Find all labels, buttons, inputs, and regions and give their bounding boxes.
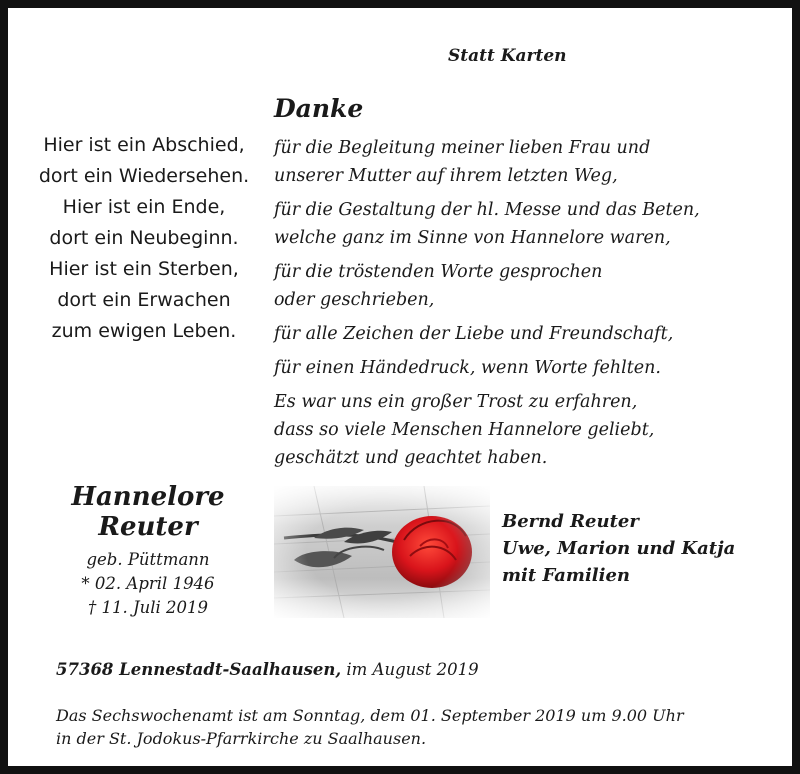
date: im August 2019 — [346, 660, 479, 679]
notice-line: Das Sechswochenamt ist am Sonntag, dem 01. September 2019 um 9.00 Uhr — [56, 706, 684, 725]
place: 57368 Lennestadt-Saalhausen, — [56, 660, 342, 679]
poem-line: dort ein Erwachen — [57, 289, 231, 311]
deceased-block — [48, 482, 248, 620]
thanks-text — [274, 134, 754, 478]
maiden-name: geb. Püttmann — [86, 550, 210, 569]
thanks-line: Es war uns ein großer Trost zu erfahren, — [274, 392, 638, 412]
poem-line: Hier ist ein Sterben, — [49, 258, 239, 280]
card-heading: Statt Karten — [448, 46, 567, 66]
location-line — [56, 660, 479, 679]
thanks-line: für die Begleitung meiner lieben Frau und — [274, 138, 651, 158]
thanks-line: oder geschrieben, — [274, 290, 435, 310]
deceased-last-name: Reuter — [98, 512, 198, 542]
signer-name: mit Familien — [502, 565, 631, 586]
thanks-line: geschätzt und geachtet haben. — [274, 448, 548, 468]
thanks-paragraph — [274, 354, 754, 382]
poem-line: zum ewigen Leben. — [51, 320, 237, 342]
thanks-paragraph — [274, 258, 754, 314]
thanks-paragraph — [274, 196, 754, 252]
thanks-heading: Danke — [274, 94, 364, 123]
thanks-paragraph — [274, 388, 754, 472]
mass-notice — [56, 704, 684, 750]
thanks-paragraph — [274, 320, 754, 348]
thanks-line: für einen Händedruck, wenn Worte fehlten. — [274, 358, 661, 378]
notice-line: in der St. Jodokus-Pfarrkirche zu Saalhausen. — [56, 729, 427, 748]
rose-on-wood-image — [274, 486, 490, 618]
signer-name: Bernd Reuter — [502, 511, 639, 532]
birth-date: * 02. April 1946 — [81, 574, 215, 593]
death-date: † 11. Juli 2019 — [87, 598, 208, 617]
poem-line: dort ein Wiedersehen. — [38, 165, 250, 187]
thanks-line: welche ganz im Sinne von Hannelore waren, — [274, 228, 671, 248]
poem-line: Hier ist ein Abschied, — [43, 134, 245, 156]
thanks-line: für alle Zeichen der Liebe und Freundschaft, — [274, 324, 674, 344]
signer-name: Uwe, Marion und Katja — [502, 538, 736, 559]
poem-line: dort ein Neubeginn. — [49, 227, 239, 249]
thanks-line: für die tröstenden Worte gesprochen — [274, 262, 603, 282]
poem — [28, 130, 260, 347]
signers — [502, 508, 735, 589]
thanks-line: dass so viele Menschen Hannelore geliebt, — [274, 420, 655, 440]
thanks-paragraph — [274, 134, 754, 190]
deceased-first-name: Hannelore — [71, 482, 225, 512]
rose-photo — [274, 486, 490, 618]
poem-line: Hier ist ein Ende, — [62, 196, 226, 218]
thanks-line: unserer Mutter auf ihrem letzten Weg, — [274, 166, 618, 186]
thanks-line: für die Gestaltung der hl. Messe und das Beten, — [274, 200, 700, 220]
